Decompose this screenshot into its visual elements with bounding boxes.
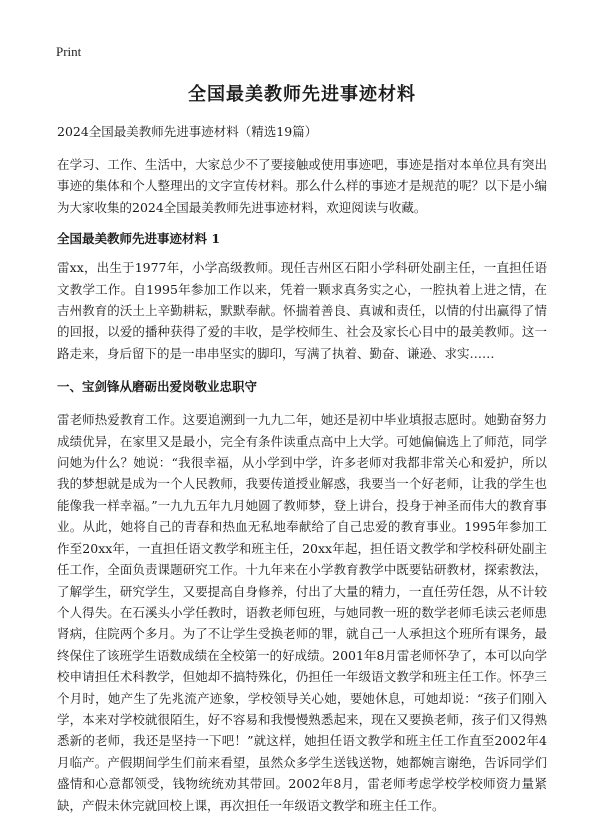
print-link[interactable]: Print	[56, 44, 82, 59]
section-heading: 全国最美教师先进事迹材料 1	[57, 231, 221, 247]
document-subtitle: 2024全国最美教师先进事迹材料（精选19篇）	[57, 124, 318, 139]
body-paragraph-2: 雷老师热爱教育工作。这要追溯到一九九二年，她还是初中毕业填报志愿时。她勤奋努力成绩优异，在家里又是最小，完全有条件读重点高中上大学。可她偏偏选上了师范，同学问她为什么？她说：“我很幸福，从小学到中学，许多老师对我都非常关心和爱护，所以我的梦想就是成为一个人民教师，我要传道授业解惑，我要当一个好老师，让我的学生也能像我一样幸福。”一九九五年九月她圆了教师梦，登上讲台，投身于神圣而伟大的教育事业。从此，她将自己的青春和热血无私地奉献给了自己忠爱的教育事业。1995年参加工作至20xx年，一直担任语文教学和班主任，20xx年起，担任语文教学和学校科研处副主任工作，全面负责课题研究工作。十九年来在小学教育教学中既要钻研教材，探索教法，了解学生，研究学生，又要提高自身修养，付出了大量的精力，一直任劳任怨，从不计较个人得失。在石溪头小学任教时，语教老师包班，与她同教一班的数学老师毛读云老师患肾病，住院两个多月。为了不让学生受换老师的罪，就自己一人承担这个班所有课务，最终保住了该班学生语数成绩在全校第一的好成绩。2001年8月雷老师怀孕了，本可以向学校申请担任术科教学，但她却不搞特殊化，仍担任一年级语文教学和班主任工作。怀孕三个月时，她产生了先兆流产迹象，学校领导关心她，要她休息，可她却说：“孩子们刚入学，本来对学校就很陌生，好不容易和我慢慢熟悉起来，现在又要换老师，孩子们又得熟悉新的老师，我还是坚持一下吧！”就这样，她担任语文教学和班主任工作直至2002年4月临产。产假期间学生们前来看望，虽然众多学生送钱送物，她都婉言谢绝，告诉同学们盛情和心意都领受，钱物统统劝其带回。2002年8月，雷老师考虑学校学校师资力量紧缺，产假未休完就回校上课，再次担任一年级语文教学和班主任工作。	[57, 412, 547, 813]
intro-paragraph: 在学习、工作、生活中，大家总少不了要接触或使用事迹吧，事迹是指对本单位具有突出事迹的集体和个人整理出的文字宣传材料。那么什么样的事迹才是规范的呢？以下是小编为大家收集的2024全国最美教师先进事迹材料，欢迎阅读与收藏。	[57, 157, 547, 215]
document-page	[57, 80, 547, 816]
sub-heading: 一、宝剑锋从磨砺出爱岗敬业忠职守	[57, 379, 258, 395]
body-paragraph-1: 雷xx，出生于1977年，小学高级教师。现任吉州区石阳小学科研处副主任，一直担任语文教学工作。自1995年参加工作以来，凭着一颗求真务实之心，一腔执着上进之情，在吉州教育的沃土上辛勤耕耘，默默奉献。怀揣着善良、真诚和责任，以情的付出赢得了情的回报，以爱的播种获得了爱的丰收，是学校师生、社会及家长心目中的最美教师。这一路走来，身后留下的是一串串坚实的脚印，写满了执着、勤奋、谦逊、求实……	[57, 260, 547, 361]
page-title: 全国最美教师先进事迹材料	[188, 84, 416, 105]
